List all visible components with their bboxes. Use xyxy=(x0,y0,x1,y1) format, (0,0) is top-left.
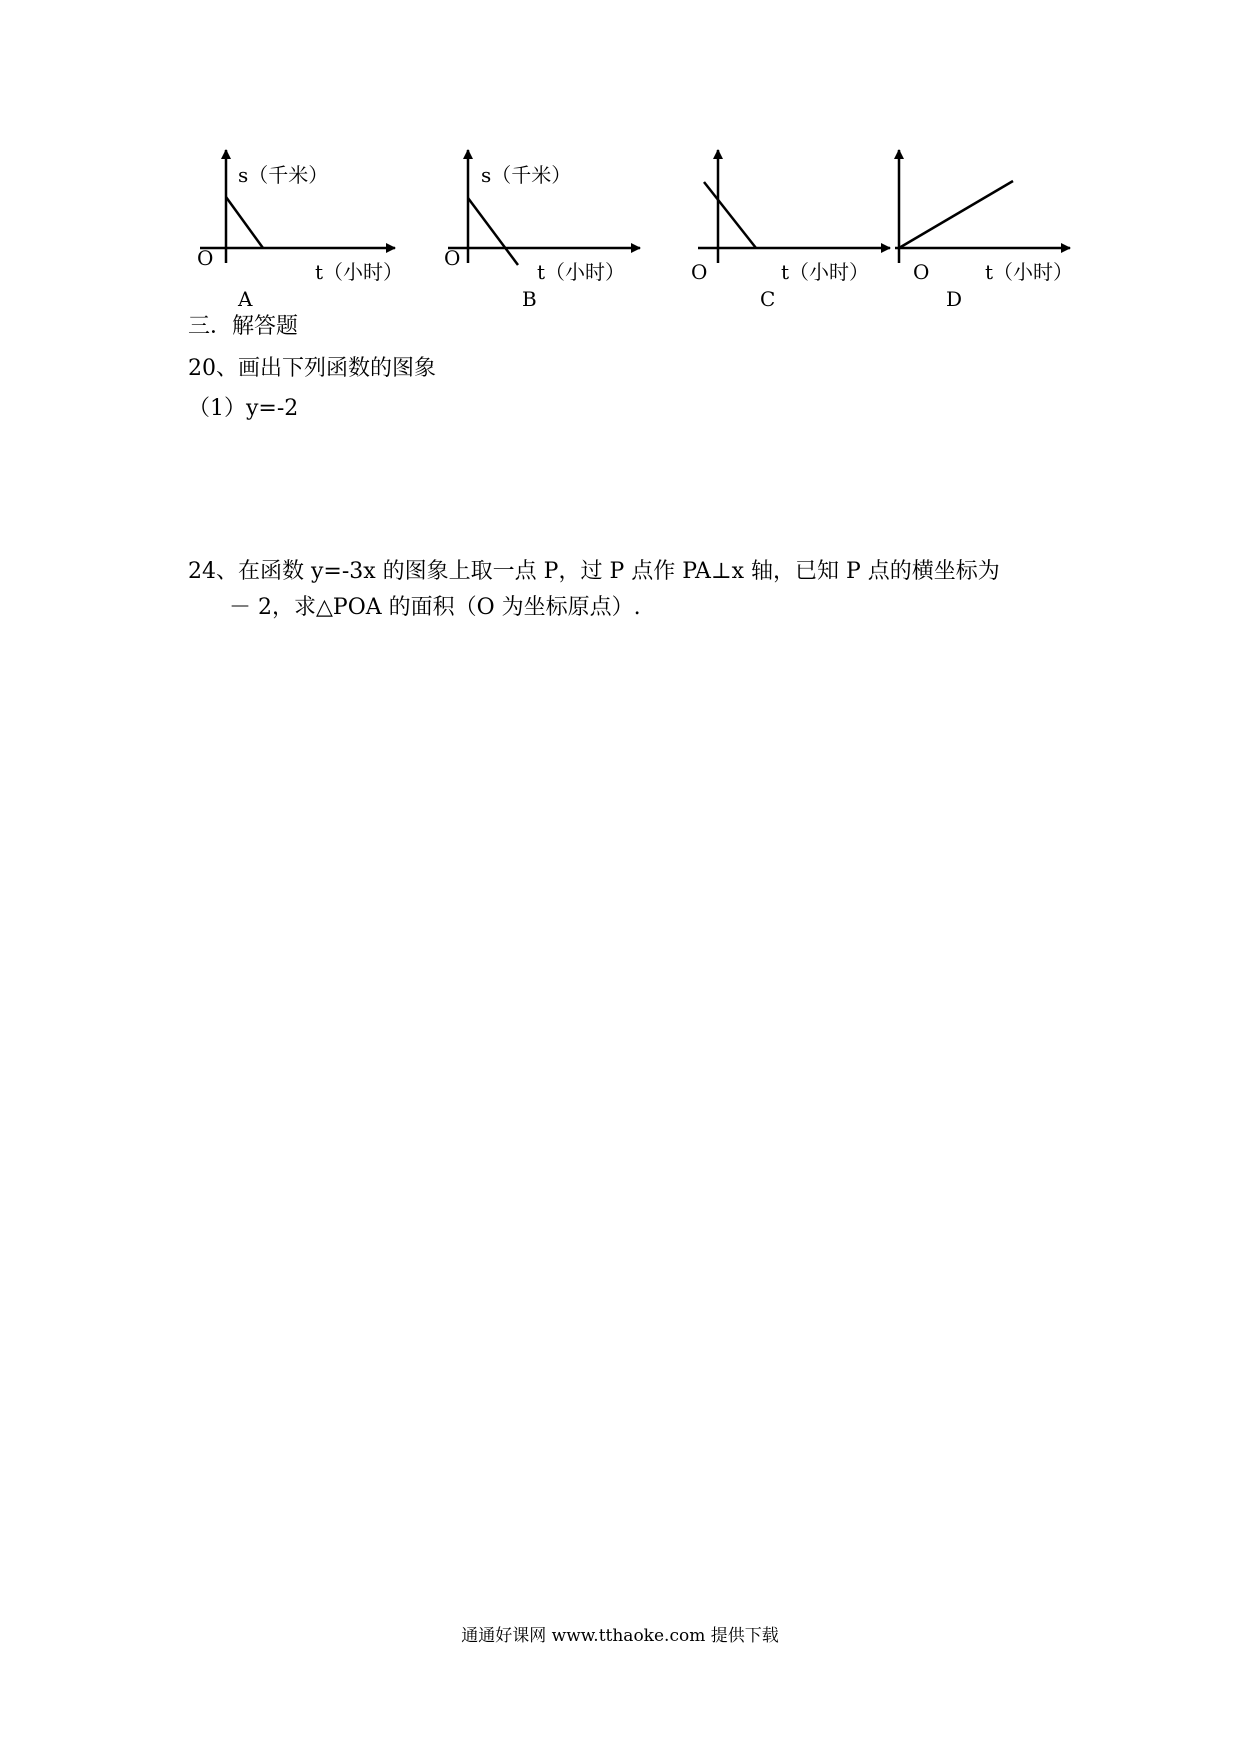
question-24-line-1: 24、在函数 y=-3x 的图象上取一点 P，过 P 点作 PA⊥x 轴，已知 P 点的横坐标为 xyxy=(188,559,1000,584)
graph-b-choice-label: B xyxy=(522,287,537,311)
graph-d-t-label: t（小时） xyxy=(985,260,1074,284)
graph-d xyxy=(895,150,1070,263)
graph-d-line xyxy=(899,181,1013,248)
graph-b-line xyxy=(468,198,518,265)
answer-choice-figures xyxy=(0,0,1240,320)
graph-a-s-label: s（千米） xyxy=(238,163,329,187)
graph-b-t-label: t（小时） xyxy=(537,260,626,284)
graph-b-s-label: s（千米） xyxy=(481,163,572,187)
graph-c-t-label: t（小时） xyxy=(781,260,870,284)
question-20-item-1: （1）y=-2 xyxy=(188,396,299,421)
graph-a-line xyxy=(226,197,263,248)
graph-c-origin-label: O xyxy=(691,260,708,284)
graph-a-origin-label: O xyxy=(197,246,214,270)
graph-c-line xyxy=(704,182,756,248)
graph-a-t-label: t（小时） xyxy=(315,260,404,284)
graph-a-choice-label: A xyxy=(238,287,253,311)
graph-c-choice-label: C xyxy=(760,287,776,311)
graph-b-origin-label: O xyxy=(444,246,461,270)
question-20-title: 20、画出下列函数的图象 xyxy=(188,356,436,381)
graph-d-choice-label: D xyxy=(946,287,963,311)
section-title: 三．解答题 xyxy=(188,314,299,339)
graph-d-origin-label: O xyxy=(913,260,930,284)
footer-text: 通通好课网 www.tthaoke.com 提供下载 xyxy=(461,1626,779,1646)
graph-c xyxy=(698,150,890,263)
question-24-line-2: － 2，求△POA 的面积（O 为坐标原点）. xyxy=(229,595,641,620)
